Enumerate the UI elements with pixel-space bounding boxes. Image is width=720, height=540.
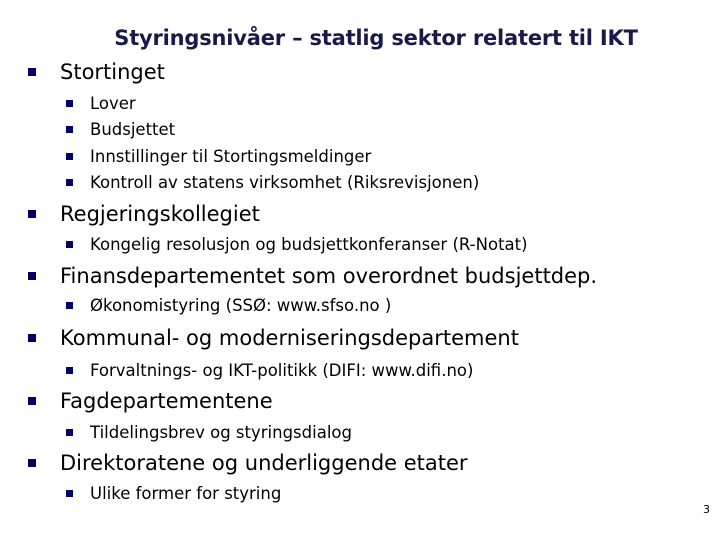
section-heading-regjeringskollegiet bbox=[28, 202, 260, 226]
square-bullet-icon bbox=[66, 179, 73, 186]
section-heading-direktoratene bbox=[28, 451, 468, 475]
section-heading-text: Finansdepartementet som overordnet budsjettdep. bbox=[60, 264, 598, 288]
square-bullet-icon bbox=[66, 100, 73, 107]
square-bullet-icon bbox=[66, 429, 73, 436]
section-heading-text: Stortinget bbox=[60, 60, 165, 84]
list-item-text: Ulike former for styring bbox=[90, 484, 282, 503]
square-bullet-icon bbox=[28, 397, 36, 405]
section-heading-text: Regjeringskollegiet bbox=[60, 202, 260, 226]
list-item-text: Tildelingsbrev og styringsdialog bbox=[90, 423, 352, 442]
square-bullet-icon bbox=[28, 459, 36, 467]
square-bullet-icon bbox=[66, 241, 73, 248]
section-heading-kommunal bbox=[28, 326, 519, 350]
slide-title: Styringsnivåer – statlig sektor relatert til IKT bbox=[114, 26, 638, 50]
list-item-text: Kongelig resolusjon og budsjettkonferanser (R-Notat) bbox=[90, 235, 528, 254]
list-item-text: Økonomistyring (SSØ: www.sfso.no ) bbox=[90, 296, 392, 315]
list-item-text: Kontroll av statens virksomhet (Riksrevisjonen) bbox=[90, 173, 480, 192]
list-item bbox=[66, 423, 352, 442]
section-heading-text: Direktoratene og underliggende etater bbox=[60, 451, 468, 475]
square-bullet-icon bbox=[28, 272, 36, 280]
section-heading-text: Kommunal- og moderniseringsdepartement bbox=[60, 326, 519, 350]
list-item bbox=[66, 94, 136, 113]
list-item bbox=[66, 296, 391, 315]
section-heading-fagdepartementene bbox=[28, 389, 273, 413]
square-bullet-icon bbox=[28, 68, 36, 76]
list-item bbox=[66, 147, 371, 166]
section-heading-stortinget bbox=[28, 60, 165, 84]
square-bullet-icon bbox=[66, 153, 73, 160]
square-bullet-icon bbox=[28, 210, 36, 218]
section-heading-text: Fagdepartementene bbox=[60, 389, 273, 413]
page-number: 3 bbox=[703, 503, 710, 516]
square-bullet-icon bbox=[66, 490, 73, 497]
list-item-text: Forvaltnings- og IKT-politikk (DIFI: www.difi.no) bbox=[90, 361, 474, 380]
list-item bbox=[66, 173, 479, 192]
list-item-text: Innstillinger til Stortingsmeldinger bbox=[90, 147, 372, 166]
section-heading-finansdepartementet bbox=[28, 264, 597, 288]
square-bullet-icon bbox=[66, 302, 73, 309]
list-item-text: Budsjettet bbox=[90, 120, 176, 139]
square-bullet-icon bbox=[66, 126, 73, 133]
list-item-text: Lover bbox=[90, 94, 136, 113]
list-item bbox=[66, 484, 281, 503]
square-bullet-icon bbox=[66, 367, 73, 374]
square-bullet-icon bbox=[28, 334, 36, 342]
list-item bbox=[66, 235, 528, 254]
list-item bbox=[66, 120, 175, 139]
list-item bbox=[66, 361, 473, 380]
